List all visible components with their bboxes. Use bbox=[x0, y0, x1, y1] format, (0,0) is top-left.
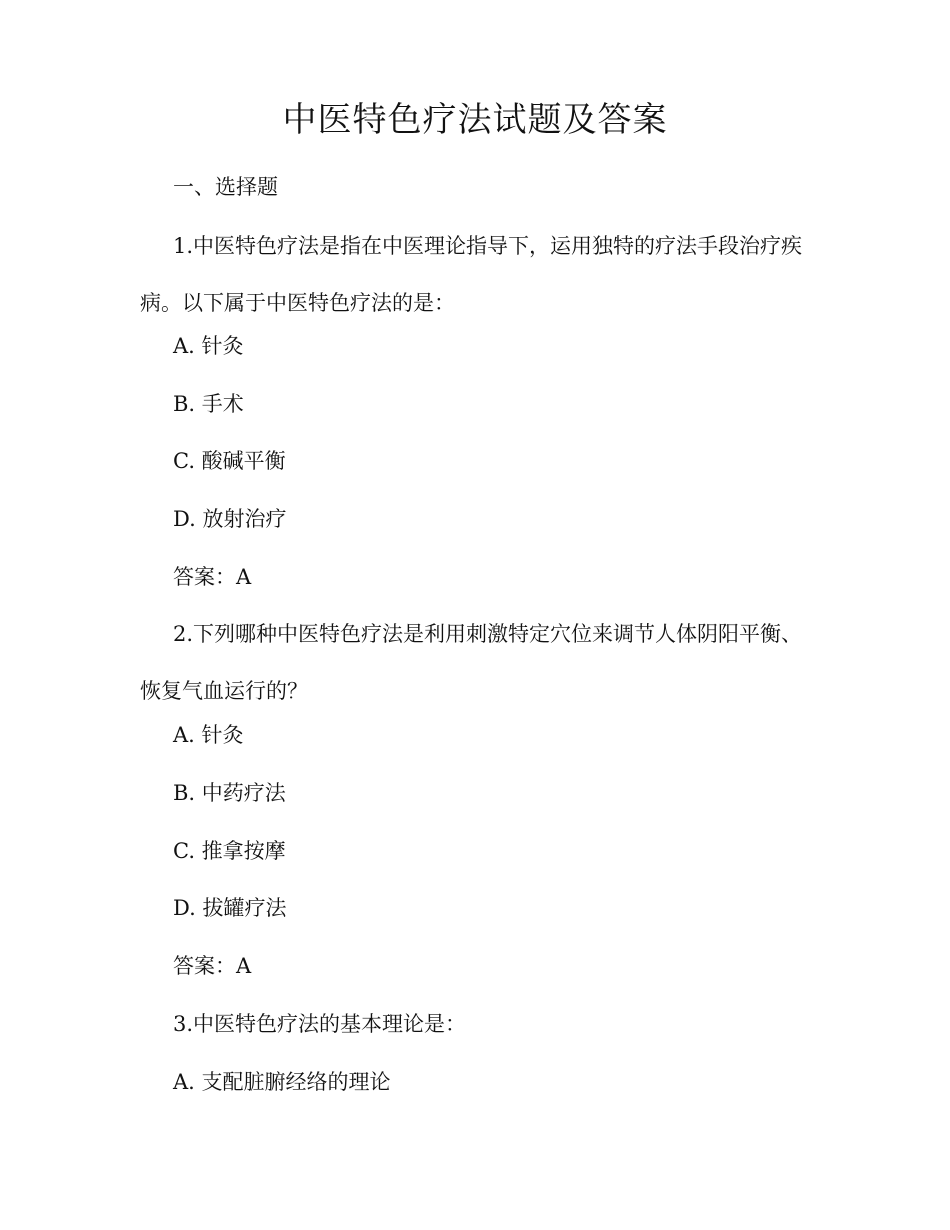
question-2-option-c: C. 推拿按摩 bbox=[173, 839, 286, 863]
question-2-answer: 答案：A bbox=[173, 954, 252, 978]
question-3-option-a: A. 支配脏腑经络的理论 bbox=[173, 1070, 391, 1094]
question-1-option-a: A. 针灸 bbox=[173, 334, 244, 358]
section-heading: 一、选择题 bbox=[173, 175, 278, 199]
question-2-option-d: D. 拔罐疗法 bbox=[173, 896, 287, 920]
question-1-stem: 1.中医特色疗法是指在中医理论指导下，运用独特的疗法手段治疗疾病。以下属于中医特色疗法的是： bbox=[140, 234, 803, 315]
question-1-option-c: C. 酸碱平衡 bbox=[173, 449, 286, 473]
question-3-stem: 3.中医特色疗法的基本理论是： bbox=[173, 1012, 467, 1036]
question-2-option-a: A. 针灸 bbox=[173, 723, 244, 747]
question-2-option-b: B. 中药疗法 bbox=[173, 781, 286, 805]
question-1-option-d: D. 放射治疗 bbox=[173, 507, 287, 531]
question-1-answer: 答案：A bbox=[173, 565, 252, 589]
document-title: 中医特色疗法试题及答案 bbox=[282, 100, 668, 140]
question-1-option-b: B. 手术 bbox=[173, 392, 244, 416]
question-2-stem: 2.下列哪种中医特色疗法是利用刺激特定穴位来调节人体阴阳平衡、恢复气血运行的？ bbox=[140, 622, 803, 703]
